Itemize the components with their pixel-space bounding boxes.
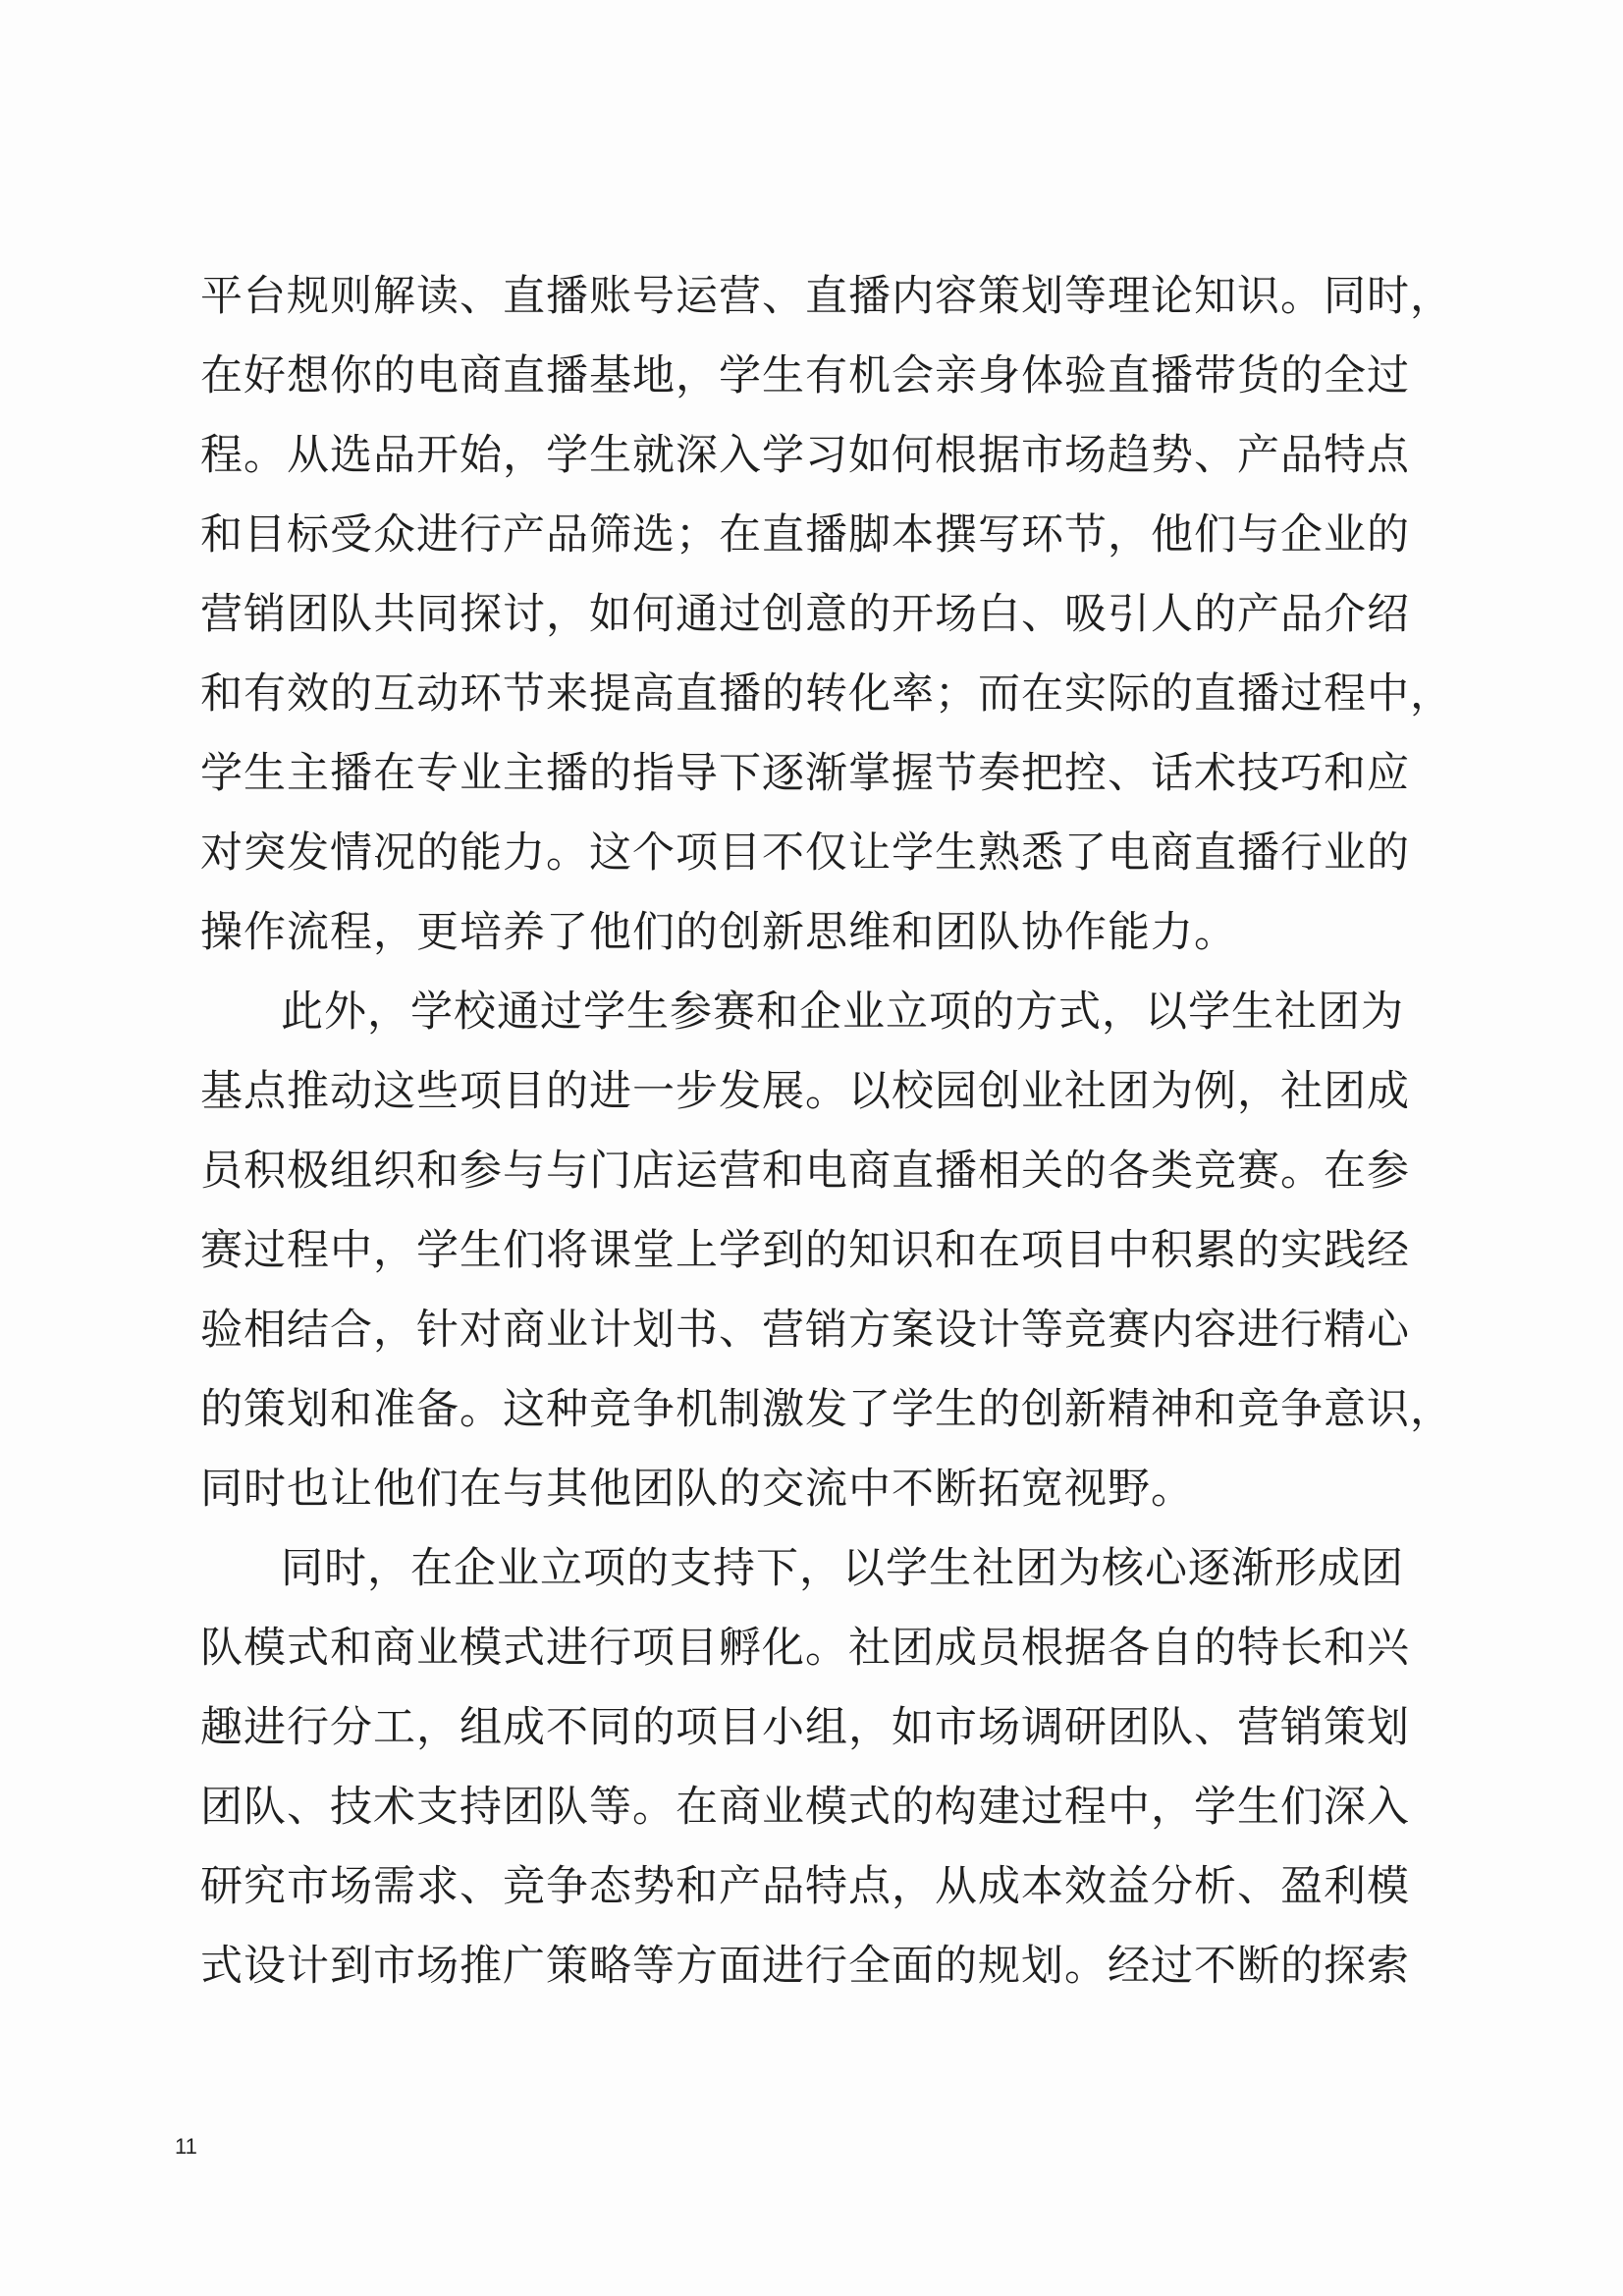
- text-line: 团队、技术支持团队等。在商业模式的构建过程中，学生们深入: [200, 1783, 1410, 1832]
- body-text: [200, 257, 1453, 2006]
- text-line: 验相结合，针对商业计划书、营销方案设计等竞赛内容进行精心: [200, 1306, 1410, 1355]
- text-line: 对突发情况的能力。这个项目不仅让学生熟悉了电商直播行业的: [200, 828, 1410, 878]
- text-line: 和有效的互动环节来提高直播的转化率；而在实际的直播过程中，: [200, 669, 1453, 719]
- text-line: 的策划和准备。这种竞争机制激发了学生的创新精神和竞争意识，: [200, 1385, 1453, 1434]
- text-line: 和目标受众进行产品筛选；在直播脚本撰写环节，他们与企业的: [200, 510, 1410, 560]
- text-line: 研究市场需求、竞争态势和产品特点，从成本效益分析、盈利模: [200, 1862, 1410, 1911]
- text-line: 此外，学校通过学生参赛和企业立项的方式，以学生社团为: [281, 988, 1404, 1037]
- text-line: 队模式和商业模式进行项目孵化。社团成员根据各自的特长和兴: [200, 1624, 1410, 1673]
- text-line: 同时，在企业立项的支持下，以学生社团为核心逐渐形成团: [281, 1544, 1404, 1593]
- text-line: 营销团队共同探讨，如何通过创意的开场白、吸引人的产品介绍: [200, 590, 1410, 639]
- text-line: 员积极组织和参与与门店运营和电商直播相关的各类竞赛。在参: [200, 1147, 1410, 1196]
- text-line: 程。从选品开始，学生就深入学习如何根据市场趋势、产品特点: [200, 431, 1410, 480]
- text-line: 平台规则解读、直播账号运营、直播内容策划等理论知识。同时，: [200, 272, 1453, 321]
- text-line: 基点推动这些项目的进一步发展。以校园创业社团为例，社团成: [200, 1067, 1410, 1116]
- text-line: 同时也让他们在与其他团队的交流中不断拓宽视野。: [200, 1465, 1194, 1514]
- text-line: 在好想你的电商直播基地，学生有机会亲身体验直播带货的全过: [200, 351, 1410, 400]
- text-line: 学生主播在专业主播的指导下逐渐掌握节奏把控、话术技巧和应: [200, 749, 1410, 798]
- text-line: 赛过程中，学生们将课堂上学到的知识和在项目中积累的实践经: [200, 1226, 1410, 1275]
- text-line: 式设计到市场推广策略等方面进行全面的规划。经过不断的探索: [200, 1942, 1410, 1991]
- text-line: 操作流程，更培养了他们的创新思维和团队协作能力。: [200, 908, 1237, 957]
- page-number: 11: [175, 2134, 197, 2159]
- text-line: 趣进行分工，组成不同的项目小组，如市场调研团队、营销策划: [200, 1703, 1410, 1752]
